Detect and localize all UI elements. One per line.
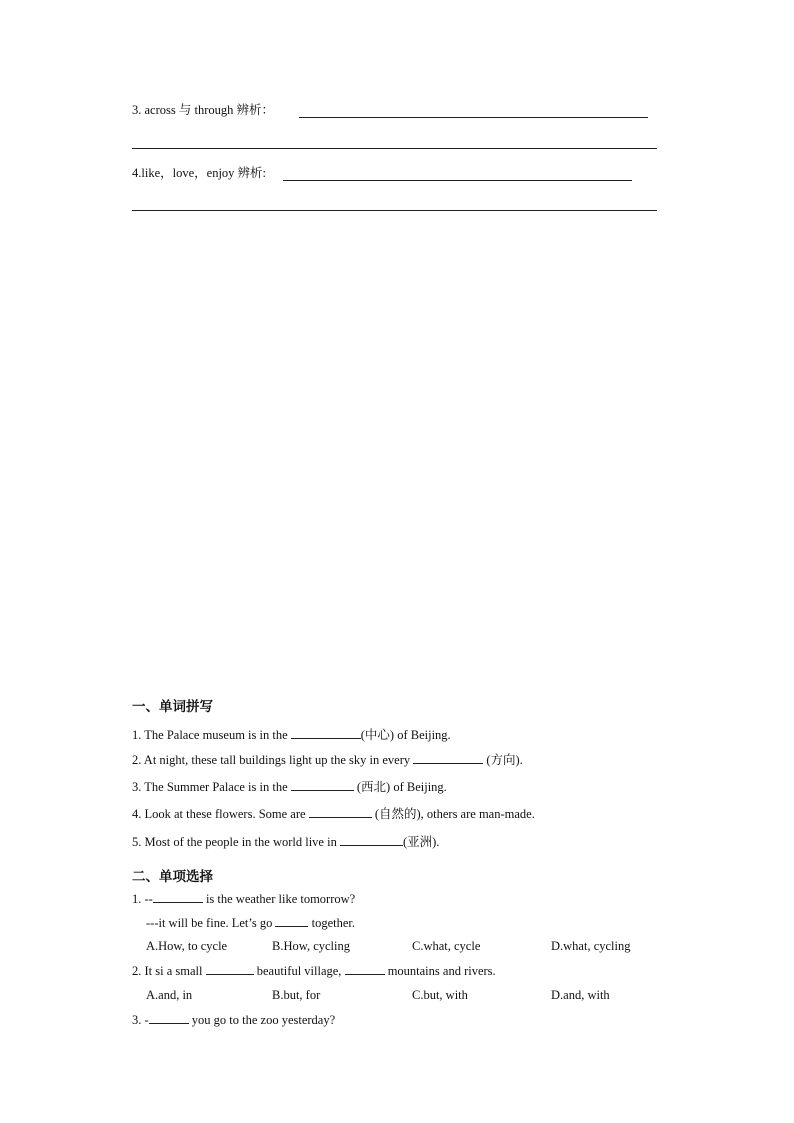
section-heading: 一、单词拼写 — [132, 699, 213, 715]
option-d[interactable]: D.and, with — [551, 988, 610, 1002]
analysis-item-4-label: 4.like，love，enjoy 辨析: — [132, 166, 267, 180]
question-2: 2. It si a small beautiful village, mountains and rivers. — [132, 964, 496, 978]
spelling-item: 5. Most of the people in the world live in (亚洲). — [132, 835, 440, 849]
blank-field[interactable] — [413, 751, 483, 764]
option-a[interactable]: A.and, in — [146, 988, 193, 1002]
blank-field[interactable] — [309, 805, 372, 818]
answer-line[interactable] — [283, 180, 632, 181]
blank-field[interactable] — [275, 914, 308, 927]
option-a[interactable]: A.How, to cycle — [146, 939, 228, 953]
question-1: 1. -- is the weather like tomorrow? — [132, 892, 356, 906]
spelling-item: 2. At night, these tall buildings light up the sky in every (方向). — [132, 753, 523, 767]
answer-line[interactable] — [299, 117, 648, 118]
answer-line[interactable] — [132, 210, 657, 211]
blank-field[interactable] — [153, 890, 203, 903]
spelling-item: 4. Look at these flowers. Some are (自然的), others are man-made. — [132, 807, 535, 821]
answer-line[interactable] — [132, 148, 657, 149]
option-c[interactable]: C.what, cycle — [412, 939, 481, 953]
spelling-item: 1. The Palace museum is in the (中心) of Beijing. — [132, 728, 451, 742]
question-3: 3. - you go to the zoo yesterday? — [132, 1013, 336, 1027]
blank-field[interactable] — [345, 962, 385, 975]
option-b[interactable]: B.How, cycling — [272, 939, 350, 953]
blank-field[interactable] — [206, 962, 254, 975]
option-b[interactable]: B.but, for — [272, 988, 321, 1002]
section-heading: 二、单项选择 — [132, 869, 213, 885]
analysis-item-3-label: 3. across 与 through 辨析： — [132, 103, 274, 117]
question-1-response: ---it will be fine. Let’s go together. — [146, 916, 355, 930]
blank-field[interactable] — [149, 1011, 189, 1024]
analysis-item-3 — [132, 102, 274, 118]
option-d[interactable]: D.what, cycling — [551, 939, 631, 953]
blank-field[interactable] — [291, 726, 361, 739]
option-c[interactable]: C.but, with — [412, 988, 468, 1002]
blank-field[interactable] — [340, 833, 403, 846]
spelling-item: 3. The Summer Palace is in the (西北) of Beijing. — [132, 780, 447, 794]
blank-field[interactable] — [291, 778, 354, 791]
analysis-item-4 — [132, 165, 266, 181]
